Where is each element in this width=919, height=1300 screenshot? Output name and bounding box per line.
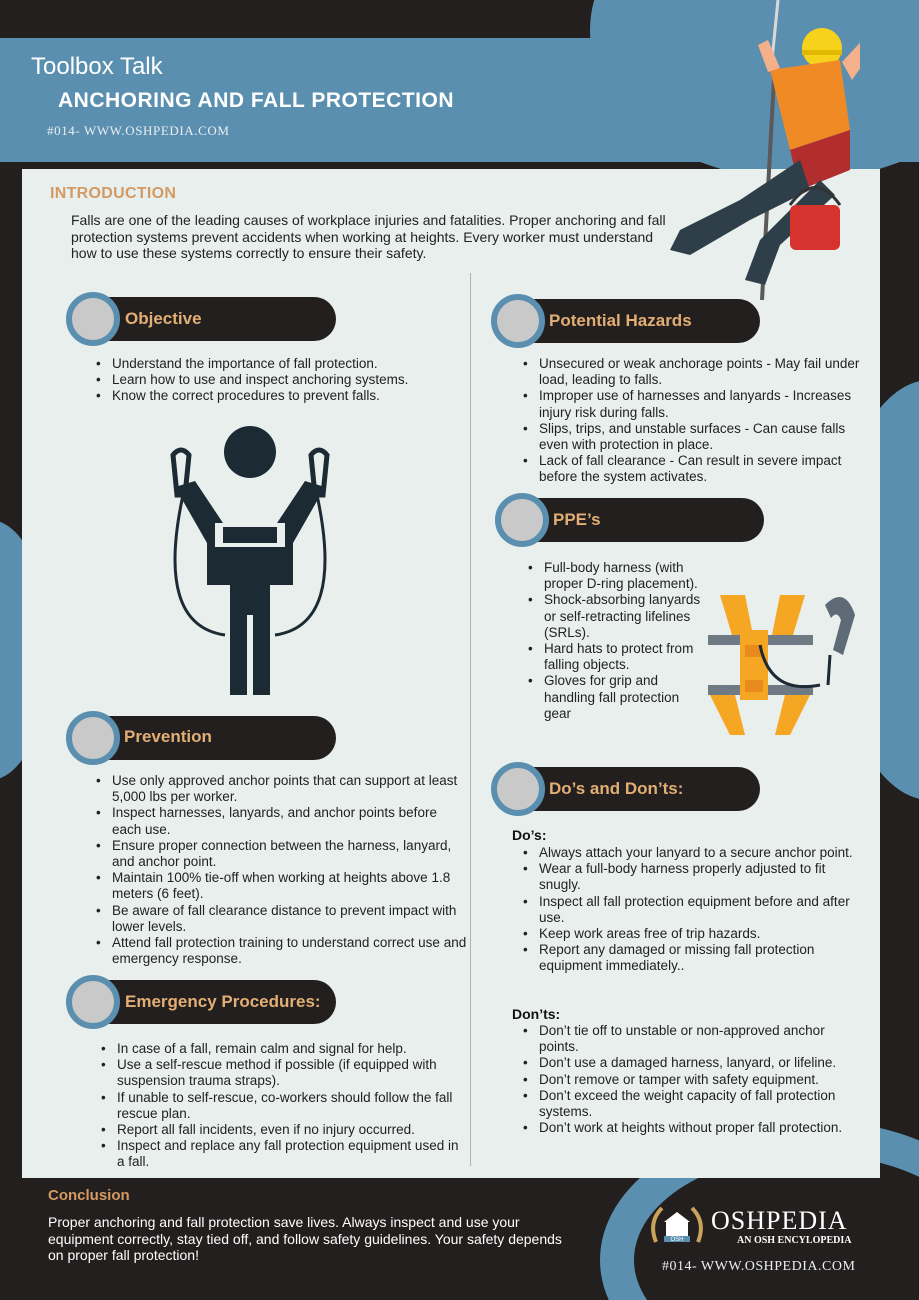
list-item: • Maintain 100% tie-off when working at heights above 1.8 meters (6 feet). <box>92 870 468 902</box>
emergency-title: Emergency Procedures: <box>125 992 321 1011</box>
list-item: • In case of a fall, remain calm and signal for help. <box>97 1041 459 1057</box>
logo-emblem-text: OSH <box>670 1237 684 1243</box>
hazards-circle-icon <box>491 294 545 348</box>
header-url: #014- WWW.OSHPEDIA.COM <box>47 123 230 138</box>
list-item: • Don’t remove or tamper with safety equipment. <box>519 1072 864 1088</box>
donts-list <box>519 1023 864 1136</box>
objective-title: Objective <box>125 309 202 328</box>
column-divider <box>470 273 471 1166</box>
dos-label: Do’s: <box>512 827 547 843</box>
dos-list <box>519 845 864 975</box>
list-item: • Always attach your lanyard to a secure anchor point. <box>519 845 864 861</box>
emergency-circle-icon <box>66 975 120 1029</box>
list-item: • Lack of fall clearance - Can result in severe impact before the system activates. <box>519 453 865 485</box>
list-item: • Hard hats to protect from falling objects. <box>524 641 704 673</box>
list-item: • Learn how to use and inspect anchoring systems. <box>92 372 452 388</box>
donts-label: Don’ts: <box>512 1006 561 1022</box>
prevention-circle-icon <box>66 711 120 765</box>
footer-url: #014- WWW.OSHPEDIA.COM <box>662 1259 856 1274</box>
harness-icon <box>700 585 860 740</box>
list-item: • Full-body harness (with proper D-ring placement). <box>524 560 704 592</box>
logo-name: OSHPEDIA <box>711 1206 848 1235</box>
toolbox-talk-label: Toolbox Talk <box>31 53 163 80</box>
ppe-circle-icon <box>495 493 549 547</box>
logo-tagline: AN OSH ENCYLOPEDIA <box>737 1235 852 1246</box>
list-item: • Improper use of harnesses and lanyards - Increases injury risk during falls. <box>519 388 865 420</box>
list-item: • Report all fall incidents, even if no injury occurred. <box>97 1122 459 1138</box>
dos-donts-circle-icon <box>491 762 545 816</box>
objective-list <box>92 356 452 405</box>
list-item: • Use only approved anchor points that can support at least 5,000 lbs per worker. <box>92 773 468 805</box>
list-item: • Be aware of fall clearance distance to prevent impact with lower levels. <box>92 903 468 935</box>
hazards-list <box>519 356 865 486</box>
list-item: • Slips, trips, and unstable surfaces - Can cause falls even with protection in place. <box>519 421 865 453</box>
list-item: • Attend fall protection training to understand correct use and emergency response. <box>92 935 468 967</box>
list-item: • Inspect all fall protection equipment before and after use. <box>519 894 864 926</box>
list-item: • Don’t work at heights without proper fall protection. <box>519 1120 864 1136</box>
ppe-header <box>512 498 764 542</box>
list-item: • Know the correct procedures to prevent falls. <box>92 388 452 404</box>
conclusion-text: Proper anchoring and fall protection save lives. Always inspect and use your equipment correctly, stay tied off, and follow safety guidelines. Your safety depends on proper fall protection! <box>48 1214 562 1263</box>
worker-harness-icon <box>145 425 355 700</box>
list-item: • Gloves for grip and handling fall protection gear <box>524 673 704 722</box>
oshpedia-logo-icon <box>648 1202 706 1250</box>
page-title: ANCHORING AND FALL PROTECTION <box>58 89 454 112</box>
intro-text: Falls are one of the leading causes of workplace injuries and fatalities. Proper anchoring and fall protection systems prevent accidents when working at heights. Every worker must understand how to use these systems correctly to ensure their safety. <box>71 212 666 261</box>
emergency-list <box>97 1041 459 1171</box>
list-item: • Inspect and replace any fall protection equipment used in a fall. <box>97 1138 459 1170</box>
intro-title: INTRODUCTION <box>50 185 177 202</box>
list-item: • Shock-absorbing lanyards or self-retracting lifelines (SRLs). <box>524 592 704 641</box>
list-item: • Keep work areas free of trip hazards. <box>519 926 864 942</box>
ppe-title: PPE’s <box>553 510 601 529</box>
list-item: • Unsecured or weak anchorage points - May fail under load, leading to falls. <box>519 356 865 388</box>
list-item: • If unable to self-rescue, co-workers should follow the fall rescue plan. <box>97 1090 459 1122</box>
list-item: • Don’t use a damaged harness, lanyard, or lifeline. <box>519 1055 864 1071</box>
list-item: • Understand the importance of fall protection. <box>92 356 452 372</box>
objective-circle-icon <box>66 292 120 346</box>
list-item: • Inspect harnesses, lanyards, and anchor points before each use. <box>92 805 468 837</box>
ppe-list <box>524 560 704 722</box>
list-item: • Use a self-rescue method if possible (if equipped with suspension trauma straps). <box>97 1057 459 1089</box>
list-item: • Wear a full-body harness properly adjusted to fit snugly. <box>519 861 864 893</box>
hazards-title: Potential Hazards <box>549 311 692 330</box>
list-item: • Don’t tie off to unstable or non-approved anchor points. <box>519 1023 864 1055</box>
prevention-title: Prevention <box>124 727 212 746</box>
objective-header <box>82 297 336 341</box>
list-item: • Report any damaged or missing fall protection equipment immediately.. <box>519 942 864 974</box>
list-item: • Ensure proper connection between the harness, lanyard, and anchor point. <box>92 838 468 870</box>
list-item: • Don’t exceed the weight capacity of fall protection systems. <box>519 1088 864 1120</box>
climbing-worker-illustration <box>650 0 860 300</box>
dos-donts-title: Do’s and Don’ts: <box>549 779 684 798</box>
conclusion-title: Conclusion <box>48 1187 130 1204</box>
prevention-list <box>92 773 468 967</box>
